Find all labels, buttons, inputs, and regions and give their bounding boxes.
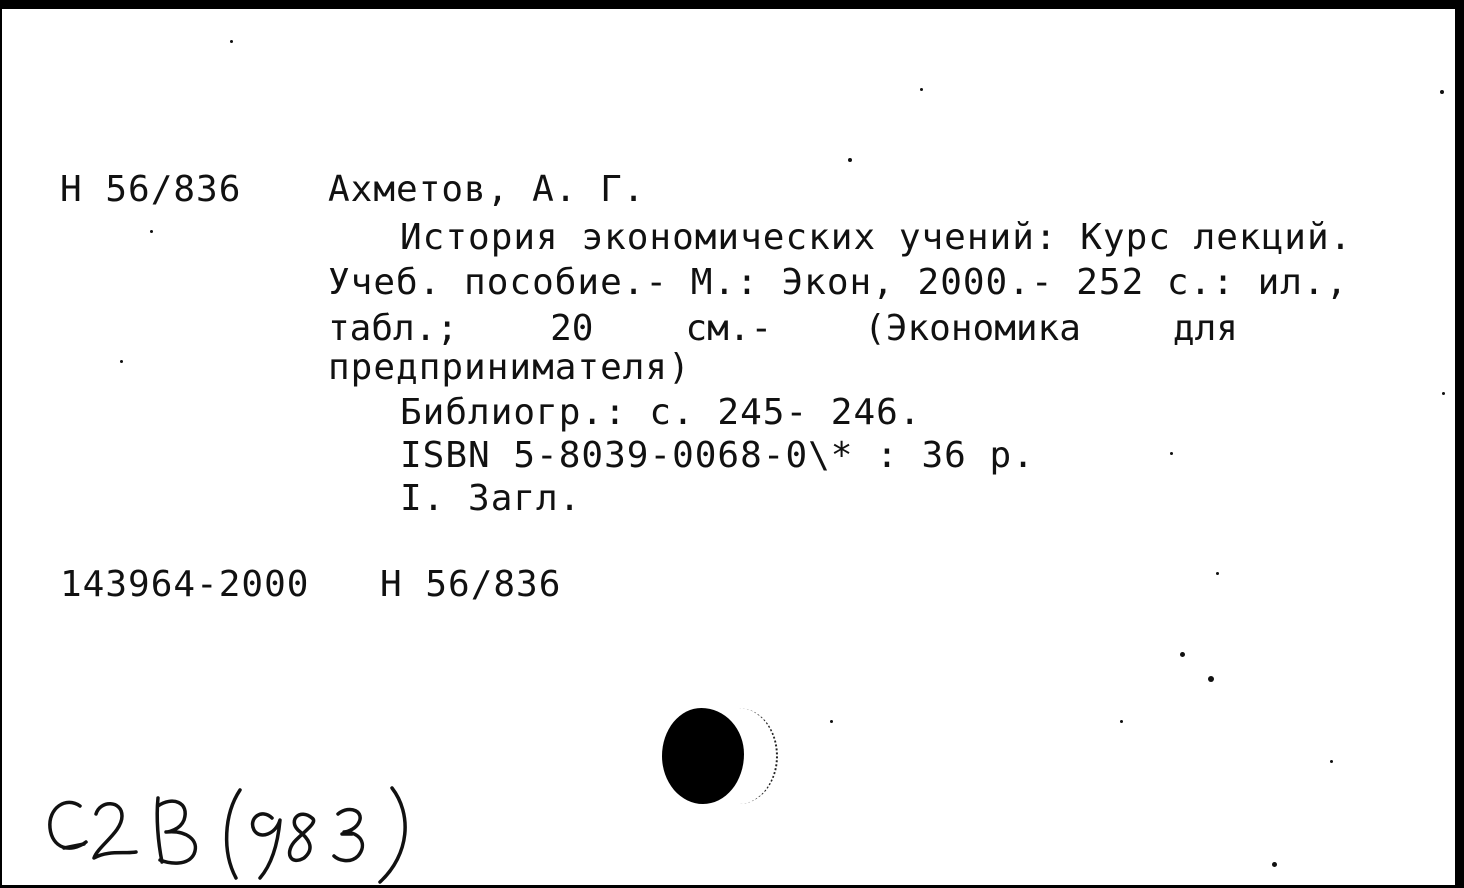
tracing-line: I. Загл. xyxy=(400,478,582,519)
bibliography-note: Библиогр.: с. 245- 246. xyxy=(400,392,922,433)
isbn-line: ISBN 5-8039-0068-0\* : 36 р. xyxy=(400,435,1035,476)
ink-speck xyxy=(230,40,233,43)
ink-speck xyxy=(1330,760,1333,763)
title-line-1: История экономических учений: Курс лекций. xyxy=(400,217,1353,258)
card-right-edge xyxy=(1455,0,1464,888)
ink-speck xyxy=(830,720,833,723)
ink-speck xyxy=(1442,392,1445,395)
title-line-3-part: табл.; xyxy=(328,308,459,349)
ink-speck xyxy=(920,88,923,91)
ink-speck xyxy=(1170,452,1173,455)
card-left-edge xyxy=(0,0,2,888)
title-line-3 xyxy=(328,308,1238,349)
ink-speck xyxy=(150,230,153,233)
ink-speck xyxy=(1440,90,1444,94)
title-line-2: Учеб. пособие.- М.: Экон, 2000.- 252 с.: ил., xyxy=(328,262,1349,303)
ink-speck xyxy=(848,158,852,162)
card-top-edge xyxy=(0,0,1464,9)
shelfmark-repeat: Н 56/836 xyxy=(380,564,562,605)
ink-speck xyxy=(1216,572,1219,575)
title-line-3-part: для xyxy=(1172,308,1238,349)
title-line-3-part: (Экономика xyxy=(864,308,1081,349)
title-line-4: предпринимателя) xyxy=(328,347,691,388)
ink-speck xyxy=(1208,676,1214,682)
ink-speck xyxy=(1120,720,1123,723)
ink-speck xyxy=(1180,652,1185,657)
title-line-3-part: 20 xyxy=(550,308,594,349)
punch-hole-rim xyxy=(700,708,778,804)
author-heading: Ахметов, А. Г. xyxy=(328,169,646,210)
ink-speck xyxy=(120,360,123,363)
accession-number: 143964-2000 xyxy=(60,564,310,605)
title-line-3-part: см.- xyxy=(685,308,773,349)
ink-speck xyxy=(1272,862,1277,867)
handwritten-note-image xyxy=(40,778,430,888)
shelfmark: Н 56/836 xyxy=(60,169,242,210)
